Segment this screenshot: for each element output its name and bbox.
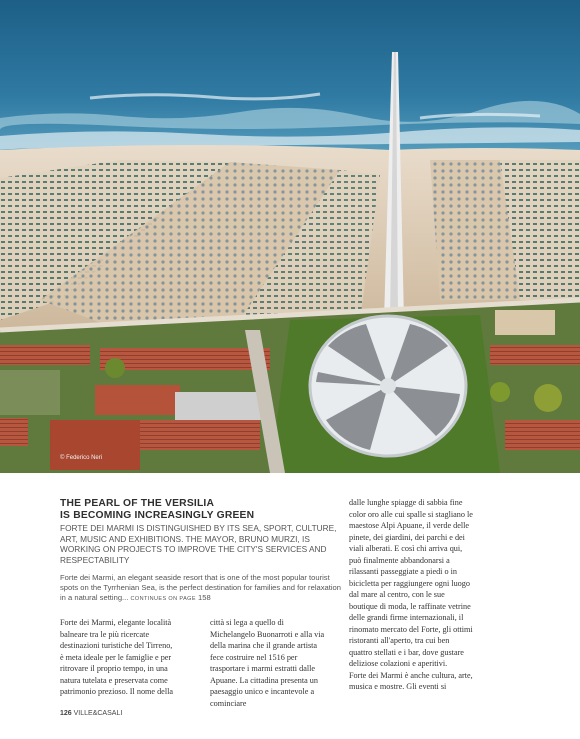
italian-column-3 <box>349 497 473 693</box>
magazine-name: VILLE&CASALI <box>73 710 123 717</box>
photo-credit: © Federico Neri <box>60 455 103 461</box>
article-title-line1: THE PEARL OF THE VERSILIA <box>60 498 215 509</box>
italian-column-1 <box>60 617 176 698</box>
article-title <box>60 498 360 521</box>
italian-column-1-text: Forte dei Marmi, elegante località balneare tra le più ricercate destinazioni turistiche del Tirreno, è meta ideale per le famiglie e per ritrovare il proprio tempo, in una natura tutelata e preservata come patrimonio prezioso. Il nome della <box>60 618 174 696</box>
italian-column-3-paragraph-2: Forte dei Marmi è anche cultura, arte, musica e mostre. Gli eventi si <box>349 670 473 691</box>
english-summary <box>60 573 342 605</box>
italian-column-3-paragraph-1: dalle lunghe spiagge di sabbia fine color oro alle cui spalle si stagliano le maestose Alpi Apuane, il verde delle pinete, dei giardini, dei parchi e dei viali alberati. E così chi arriva qui, può finalmente abbandonarsi a rilassanti passeggiate a piedi o in bicicletta per raggiungere ogni luogo dal mare al centro, con le sue boutique di moda, le raffinate vetrine delle grandi firme internazionali, il rinomato mercato del Forte, gli ottimi ristoranti all'aperto, tra cui ben quattro stellati e i bar, dove gustare deliziose colazioni e aperitivi. <box>349 498 473 668</box>
italian-column-2 <box>210 617 326 709</box>
continue-label: CONTINUES ON PAGE <box>130 596 196 603</box>
continue-page: 158 <box>198 593 211 603</box>
article-subtitle: FORTE DEI MARMI IS DISTINGUISHED BY ITS SEA, SPORT, CULTURE, ART, MUSIC AND EXHIBITIONS. THE MAYOR, BRUNO MURZI, IS WORKING ON PROJECTS TO IMPROVE THE CITY'S SERVICES AND RESPECTABILITY <box>60 523 337 565</box>
page-number: 126 <box>60 710 72 717</box>
article-title-line2: IS BECOMING INCREASINGLY GREEN <box>60 509 255 521</box>
english-summary-text: Forte dei Marmi, an elegant seaside resort that is one of the most popular tourist spots on the Tyrrhenian Sea, is the perfect destination for families and for relaxation in a natural setting... <box>60 573 341 603</box>
page-footer <box>60 710 122 717</box>
italian-column-2-text: città si lega a quello di Michelangelo Buonarroti e alla via della marina che il grande artista fece costruire nel 1516 per trasportare i marmi estratti dalle Apuane. La cittadina presenta un paesaggio unico e incantevole a cominciare <box>210 618 325 708</box>
